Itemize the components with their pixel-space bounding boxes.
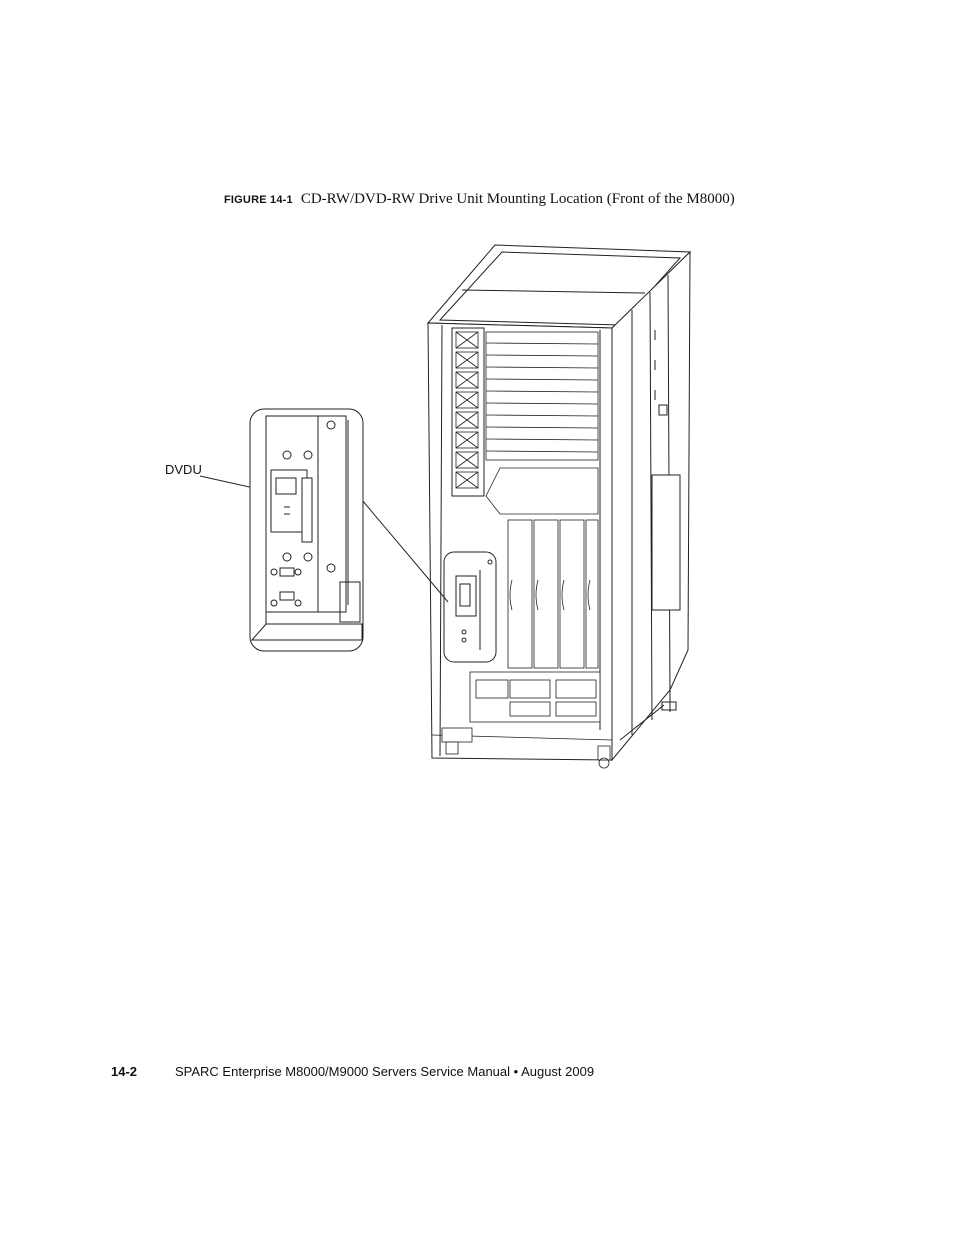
figure-label: FIGURE 14-1: [224, 194, 293, 206]
footer-text: SPARC Enterprise M8000/M9000 Servers Service Manual • August 2009: [175, 1064, 595, 1079]
dvdu-callout-label: DVDU: [165, 462, 202, 477]
dvdu-zoom-detail: [250, 409, 363, 651]
cabinet-side: [612, 252, 690, 760]
slot-bays: [486, 332, 598, 514]
fan-units: [452, 328, 484, 496]
dvdu-highlight: [444, 552, 496, 662]
page-number: 14-2: [111, 1064, 138, 1079]
figure-title: CD-RW/DVD-RW Drive Unit Mounting Location (Front of the M8000): [300, 191, 735, 207]
